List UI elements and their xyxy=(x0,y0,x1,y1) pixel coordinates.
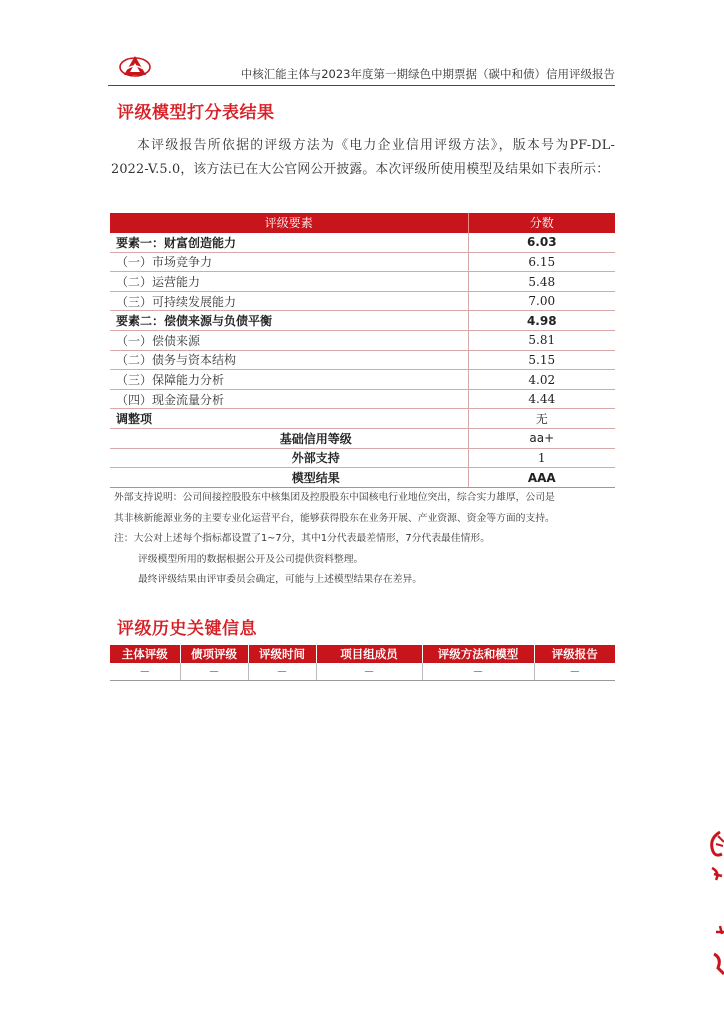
factor-score: 5.15 xyxy=(468,350,615,370)
intro-paragraph: 本评级报告所依据的评级方法为《电力企业信用评级方法》，版本号为PF-DL-2022-V.5.0，该方法已在大公官网公开披露。本次评级所使用模型及结果如下表所示： xyxy=(111,138,615,177)
table-row xyxy=(110,409,615,429)
table-row xyxy=(110,272,615,292)
header-report: 评级报告 xyxy=(534,645,615,663)
factor-score: 4.44 xyxy=(468,389,615,409)
table-notes xyxy=(114,488,616,591)
table-header-row xyxy=(110,645,615,663)
table-row xyxy=(110,663,615,680)
table-row xyxy=(110,252,615,272)
note-line: 评级模型所用的数据根据公开及公司提供资料整理。 xyxy=(138,553,364,565)
header-factor: 评级要素 xyxy=(110,213,468,233)
note-line: 注：大公对上述每个指标都设置了1~7分，其中1分代表最差情形，7分代表最佳情形。 xyxy=(114,533,491,544)
note-line: 最终评级结果由评审委员会确定，可能与上述模型结果存在差异。 xyxy=(138,574,423,585)
factor-score: 5.48 xyxy=(468,272,615,292)
note-line: 外部支持说明：公司间接控股股东中核集团及控股股东中国核电行业地位突出，综合实力雄厚，公司是 xyxy=(114,492,555,503)
history-cell: － xyxy=(316,663,422,680)
factor-score: 4.98 xyxy=(468,311,615,331)
header-team-members: 项目组成员 xyxy=(316,645,422,663)
table-row xyxy=(110,429,615,449)
history-cell: － xyxy=(180,663,248,680)
factor-label: （二）债务与资本结构 xyxy=(110,350,468,370)
history-cell: － xyxy=(534,663,615,680)
ccxi-logo-icon xyxy=(118,54,152,78)
table-row xyxy=(110,389,615,409)
header-issuer-rating: 主体评级 xyxy=(110,645,180,663)
factor-label: 调整项 xyxy=(110,409,468,429)
factor-label: 要素二：偿债来源与负债平衡 xyxy=(110,311,468,331)
table-row xyxy=(110,233,615,253)
section-title-history: 评级历史关键信息 xyxy=(117,619,257,639)
factor-label: 基础信用等级 xyxy=(110,429,468,449)
header-rating-date: 评级时间 xyxy=(248,645,316,663)
factor-score: aa+ xyxy=(468,429,615,449)
header-score: 分数 xyxy=(468,213,615,233)
page-header xyxy=(108,50,615,86)
factor-label: 外部支持 xyxy=(110,448,468,468)
model-score-table xyxy=(110,213,615,488)
rating-history-table xyxy=(110,645,615,681)
seal-stamp-icon xyxy=(706,828,724,978)
table-row xyxy=(110,468,615,488)
table-row xyxy=(110,291,615,311)
factor-label: 模型结果 xyxy=(110,468,468,488)
table-row xyxy=(110,331,615,351)
header-method-model: 评级方法和模型 xyxy=(422,645,534,663)
factor-score: 无 xyxy=(468,409,615,429)
factor-score: 6.03 xyxy=(468,233,615,253)
note-line: 其非核新能源业务的主要专业化运营平台，能够获得股东在业务开展、产业资源、资金等方面的支持。 xyxy=(114,512,555,524)
factor-label: （一）偿债来源 xyxy=(110,331,468,351)
factor-label: （三）保障能力分析 xyxy=(110,370,468,390)
report-title: 中核汇能主体与2023年度第一期绿色中期票据（碳中和债）信用评级报告 xyxy=(240,67,615,81)
history-cell: － xyxy=(110,663,180,680)
factor-label: （一）市场竞争力 xyxy=(110,252,468,272)
factor-score: AAA xyxy=(468,468,615,488)
table-row xyxy=(110,311,615,331)
table-row xyxy=(110,448,615,468)
history-cell: － xyxy=(422,663,534,680)
table-row xyxy=(110,350,615,370)
factor-label: （三）可持续发展能力 xyxy=(110,291,468,311)
section-title-model: 评级模型打分表结果 xyxy=(117,103,275,123)
factor-score: 5.81 xyxy=(468,331,615,351)
table-row xyxy=(110,370,615,390)
factor-score: 4.02 xyxy=(468,370,615,390)
factor-label: （四）现金流量分析 xyxy=(110,389,468,409)
factor-label: 要素一：财富创造能力 xyxy=(110,233,468,253)
table-header-row xyxy=(110,213,615,233)
factor-label: （二）运营能力 xyxy=(110,272,468,292)
factor-score: 6.15 xyxy=(468,252,615,272)
factor-score: 1 xyxy=(468,448,615,468)
header-issue-rating: 债项评级 xyxy=(180,645,248,663)
factor-score: 7.00 xyxy=(468,291,615,311)
history-cell: － xyxy=(248,663,316,680)
